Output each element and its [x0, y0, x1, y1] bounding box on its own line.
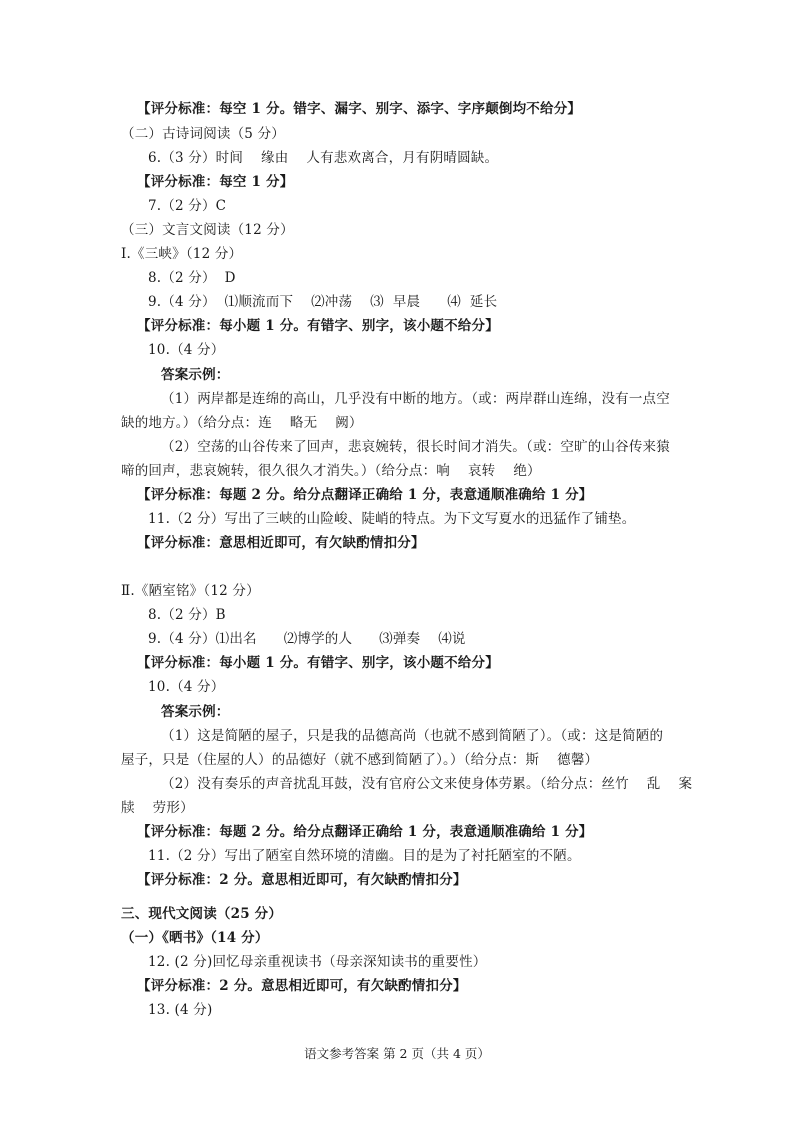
answer-line: 13. (4 分): [148, 1002, 213, 1018]
section-heading: （二）古诗词阅读（5 分）: [121, 126, 285, 142]
answer-paragraph: （2）没有奏乐的声音扰乱耳鼓，没有官府公文来使身体劳累。（给分点：丝竹 乱 案: [161, 776, 693, 792]
scoring-rule: 【评分标准：每题 2 分。给分点翻译正确给 1 分，表意通顺准确给 1 分】: [137, 824, 593, 840]
scoring-rule: 【评分标准：每小题 1 分。有错字、别字，该小题不给分】: [137, 318, 499, 334]
answer-line: 10.（4 分）: [148, 679, 225, 695]
scoring-rule: 【评分标准：意思相近即可，有欠缺酌情扣分】: [137, 535, 425, 551]
answer-line: 10.（4 分）: [148, 342, 225, 358]
answer-line: 9.（4 分） ⑴顺流而下 ⑵冲荡 ⑶ 早晨 ⑷ 延长: [148, 294, 498, 310]
section-heading: （三）文言文阅读（12 分）: [121, 222, 294, 238]
page-footer: 语文参考答案 第 2 页（共 4 页）: [304, 1046, 490, 1061]
answer-paragraph: （1）两岸都是连绵的高山，几乎没有中断的地方。（或：两岸群山连绵，没有一点空: [161, 391, 670, 407]
subsection-heading: Ⅱ.《陋室铭》（12 分）: [121, 583, 260, 599]
answer-line: 8.（2 分） D: [148, 270, 236, 286]
answer-line: 9.（4 分）⑴出名 ⑵博学的人 ⑶弹奏 ⑷说: [148, 631, 466, 647]
answer-line: 11.（2 分）写出了陋室自然环境的清幽。目的是为了衬托陋室的不陋。: [148, 848, 581, 864]
answer-paragraph: （1）这是简陋的屋子，只是我的品德高尚（也就不感到简陋了）。（或：这是简陋的: [161, 728, 664, 744]
scoring-rule: 【评分标准：每小题 1 分。有错字、别字，该小题不给分】: [137, 655, 499, 671]
answer-line: 8.（2 分）B: [148, 607, 226, 623]
scoring-rule: 【评分标准：每空 1 分】: [137, 174, 294, 190]
scoring-rule: 【评分标准：2 分。意思相近即可，有欠缺酌情扣分】: [137, 978, 467, 994]
answer-paragraph: 牍 劳形）: [121, 800, 194, 816]
scoring-rule: 【评分标准：2 分。意思相近即可，有欠缺酌情扣分】: [137, 872, 467, 888]
answer-example-label: 答案示例：: [161, 367, 230, 383]
answer-paragraph: 缺的地方。）（给分点：连 略无 阙）: [121, 415, 363, 431]
answer-paragraph: 屋子，只是（住屋的人）的品德好（就不感到简陋了）。）（给分点：斯 德馨）: [121, 752, 599, 768]
subsection-heading: Ⅰ.《三峡》（12 分）: [121, 246, 243, 262]
answer-paragraph: 啼的回声，悲哀婉转，很久很久才消失。）（给分点：响 哀转 绝）: [121, 463, 541, 479]
scoring-rule: 【评分标准：每空 1 分。错字、漏字、别字、添字、字序颠倒均不给分】: [137, 101, 582, 117]
section-heading: 三、现代文阅读（25 分）: [121, 906, 283, 922]
answer-line: 6.（3 分）时间 缘由 人有悲欢离合，月有阴晴圆缺。: [148, 150, 499, 166]
subsection-heading: （一）《晒书》（14 分）: [121, 930, 269, 946]
answer-paragraph: （2）空荡的山谷传来了回声，悲哀婉转，很长时间才消失。（或：空旷的山谷传来猿: [161, 439, 670, 455]
answer-line: 11.（2 分）写出了三峡的山险峻、陡峭的特点。为下文写夏水的迅猛作了铺垫。: [148, 511, 636, 527]
answer-example-label: 答案示例：: [161, 704, 230, 720]
answer-line: 12. (2 分)回忆母亲重视读书（母亲深知读书的重要性）: [148, 954, 487, 970]
answer-line: 7.（2 分）C: [148, 198, 227, 214]
scoring-rule: 【评分标准：每题 2 分。给分点翻译正确给 1 分，表意通顺准确给 1 分】: [137, 487, 593, 503]
